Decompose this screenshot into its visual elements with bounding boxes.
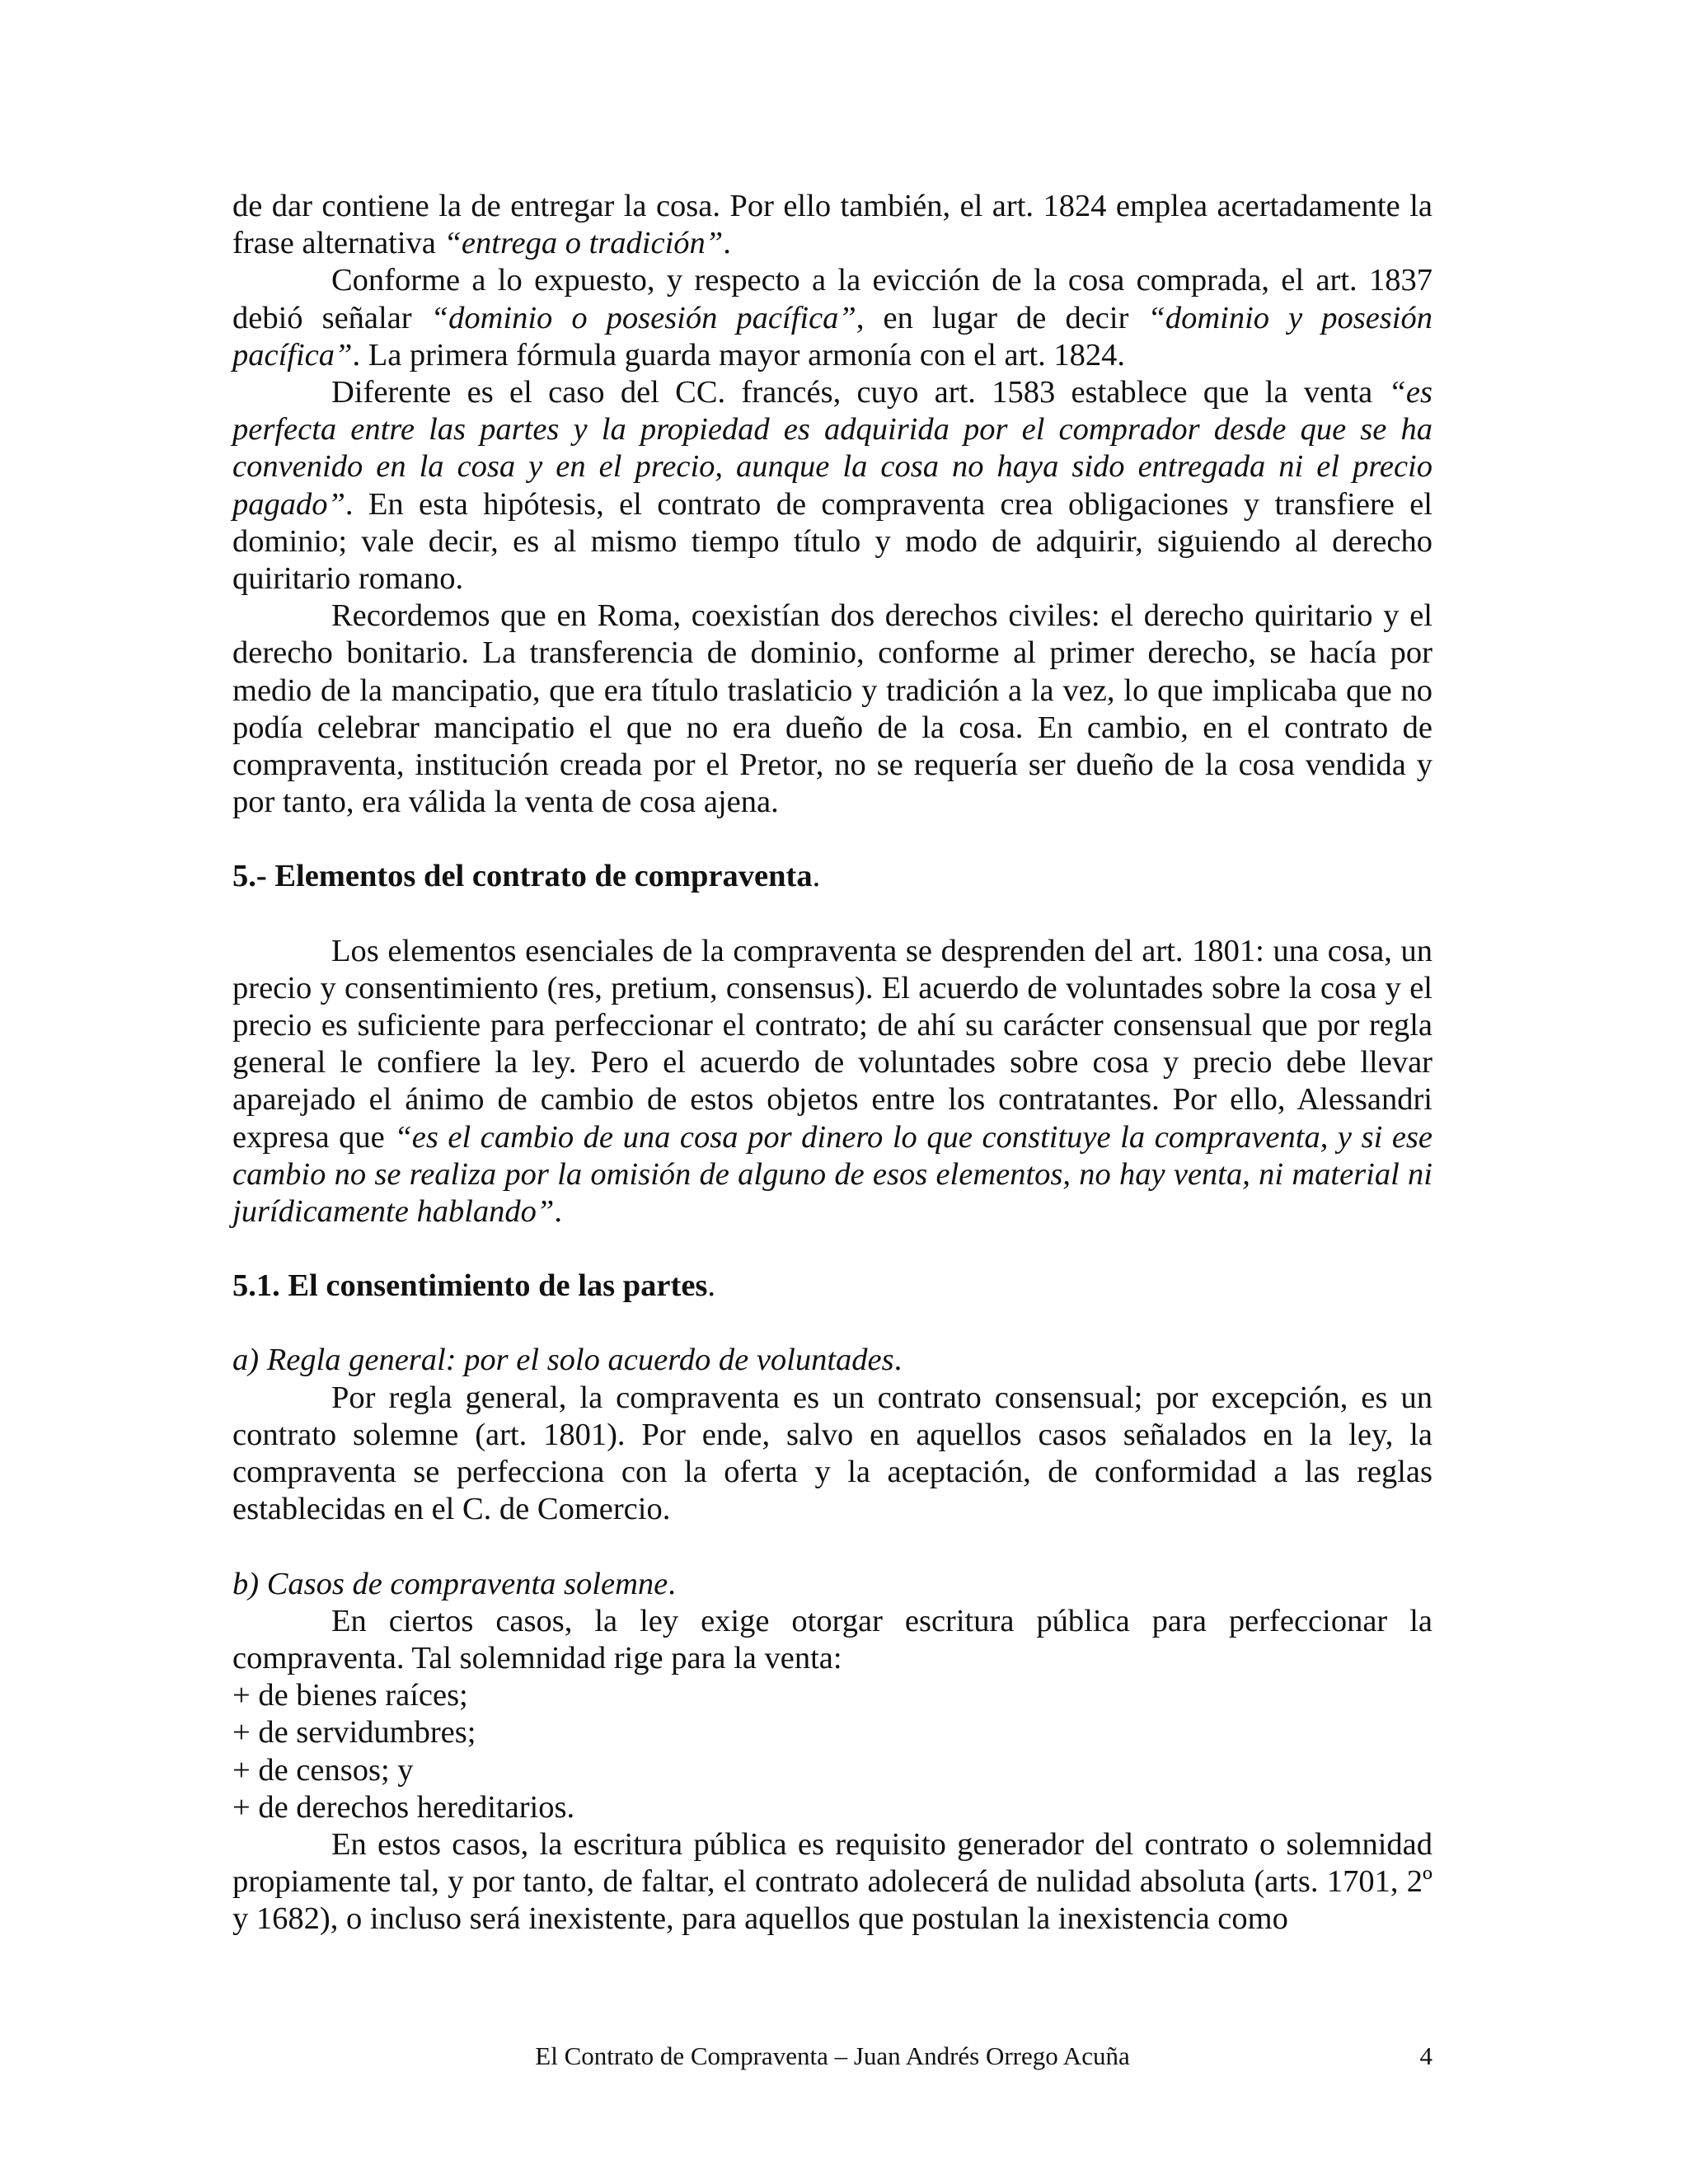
page-footer [232,2037,1432,2075]
list-item: + de bienes raíces; [232,1678,468,1713]
paragraph-7: En ciertos casos, la ley exige otorgar escritura pública para perfeccionar la compraventa. Tal solemnidad rige para la venta: [232,1603,1432,1675]
paragraph-6: Por regla general, la compraventa es un contrato consensual; por excepción, es un contrato solemne (art. 1801). Por ende, salvo en aquellos casos señalados en la ley, la compraventa se perfecciona con la oferta y la aceptación, de conformidad a las reglas establecidas en el C. de Comercio. [232,1380,1432,1527]
paragraph-4: Recordemos que en Roma, coexistían dos derechos civiles: el derecho quiritario y el derecho bonitario. La transferencia de dominio, conforme al primer derecho, se hacía por medio de la mancipatio, que era título traslaticio y tradición a la vez, lo que implicaba que no podía celebrar mancipatio el que no era dueño de la cosa. En cambio, en el contrato de compraventa, institución creada por el Pretor, no se requería ser dueño de la cosa vendida y por tanto, era válida la venta de cosa ajena. [232,598,1432,820]
paragraph-2: Conforme a lo expuesto, y respecto a la evicción de la cosa comprada, el art. 1837 debió señalar “dominio o posesión pacífica”, en lugar de decir “dominio y posesión pacífica”. La primera fórmula guarda mayor armonía con el art. 1824. [232,263,1432,373]
list-item: + de censos; y [232,1752,414,1788]
list-item: + de derechos hereditarios. [232,1789,575,1825]
section-heading-5-1: 5.1. El consentimiento de las partes. [232,1268,716,1304]
footer-title: El Contrato de Compraventa – Juan Andrés Orrego Acuña [535,2041,1130,2070]
section-heading-5: 5.- Elementos del contrato de compraventa. [232,859,821,894]
paragraph-5: Los elementos esenciales de la compraventa se desprenden del art. 1801: una cosa, un precio y consentimiento (res, pretium, consensus). El acuerdo de voluntades sobre la cosa y el precio es suficiente para perfeccionar el contrato; de ahí su carácter consensual que por regla general le confiere la ley. Pero el acuerdo de voluntades sobre cosa y precio debe llevar aparejado el ánimo de cambio de estos objetos entre los contratantes. Por ello, Alessandri expresa que “es el cambio de una cosa por dinero lo que constituye la compraventa, y si ese cambio no se realiza por la omisión de alguno de esos elementos, no hay venta, ni material ni jurídicamente hablando”. [232,933,1433,1230]
paragraph-8: En estos casos, la escritura pública es requisito generador del contrato o solemnidad propiamente tal, y por tanto, de faltar, el contrato adolecerá de nulidad absoluta (arts. 1701, 2º y 1682), o incluso será inexistente, para aquellos que postulan la inexistencia como [232,1826,1432,1937]
list-item: + de servidumbres; [232,1715,476,1750]
quote-dominio-o-posesion: “dominio o posesión pacífica” [430,300,856,335]
subheading-a: a) Regla general: por el solo acuerdo de voluntades. [232,1343,903,1378]
subheading-b: b) Casos de compraventa solemne. [232,1566,676,1601]
quote-code-france: “es perfecta entre las partes y la propiedad es adquirida por el comprador desde que se ha convenido en la cosa y en el precio, aunque la cosa no haya sido entregada ni el precio pagado” [232,375,1432,522]
document-body [232,188,1432,1938]
paragraph-1: de dar contiene la de entregar la cosa. Por ello también, el art. 1824 emplea acertadamente la frase alternativa “entrega o tradición”. [232,189,1432,261]
page-number: 4 [1419,2041,1432,2070]
quote-dominio-y-posesion: “dominio y posesión pacífica” [232,300,1432,373]
quote-alessandri: “es el cambio de una cosa por dinero lo que constituye la compraventa, y si ese cambio no se realiza por la omisión de alguno de esos elementos, no hay venta, ni material ni jurídicamente hablando” [232,1119,1433,1230]
paragraph-3: Diferente es el caso del CC. francés, cuyo art. 1583 establece que la venta “es perfecta entre las partes y la propiedad es adquirida por el comprador desde que se ha convenido en la cosa y en el precio, aunque la cosa no haya sido entregada ni el precio pagado”. En esta hipótesis, el contrato de compraventa crea obligaciones y transfiere el dominio; vale decir, es al mismo tiempo título y modo de adquirir, siguiendo al derecho quiritario romano. [232,375,1432,597]
quote-entrega-tradicion: “entrega o tradición” [443,226,724,261]
